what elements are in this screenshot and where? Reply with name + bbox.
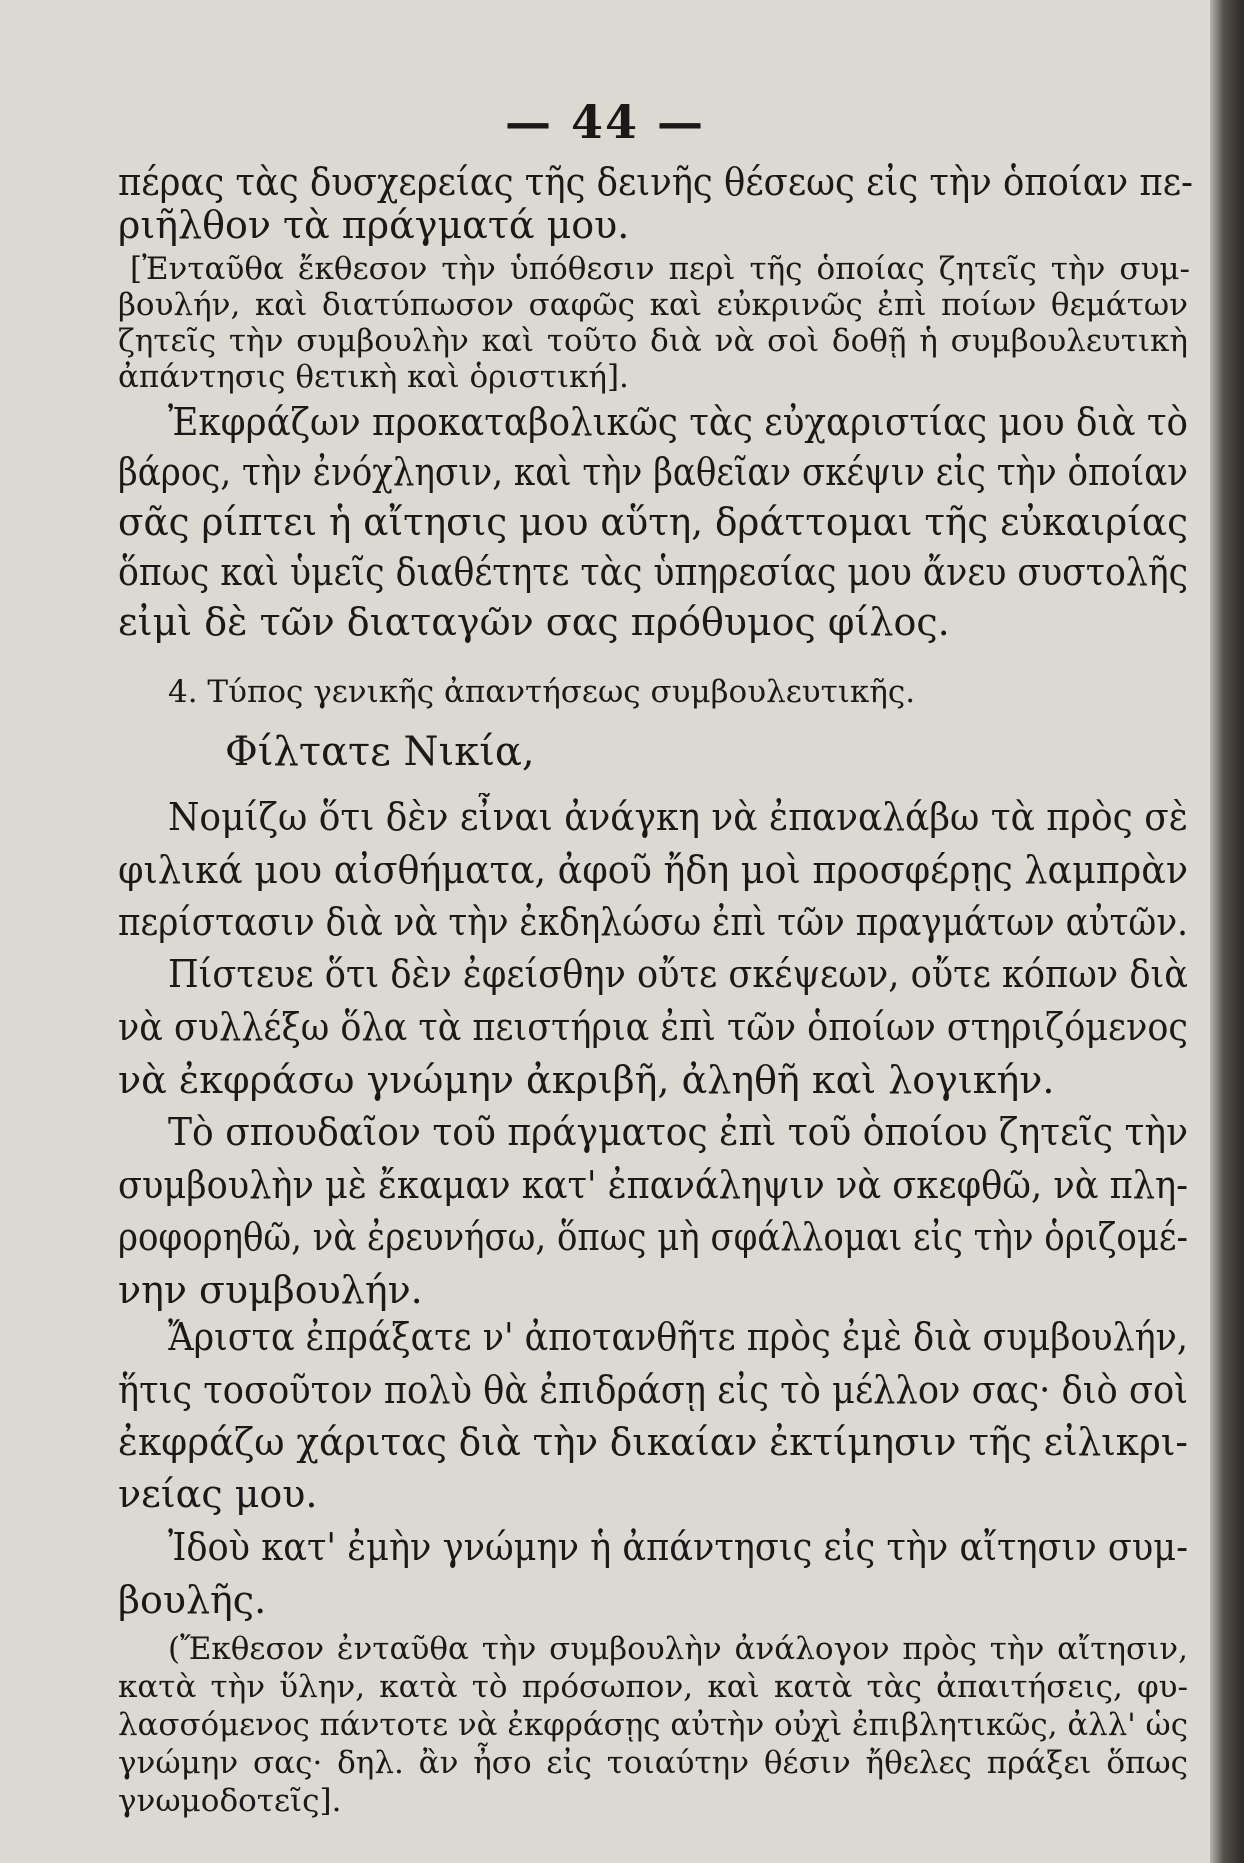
- text-line: νείας μου.: [118, 1472, 318, 1516]
- text-line: λασσόμενος πάντοτε νὰ ἐκφράσῃς αὐτὴν οὐχὶ ἐπιβλητικῶς, ἀλλ' ὡς: [118, 1707, 1188, 1743]
- text-line: Πίστευε ὅτι δὲν ἐφείσθην οὔτε σκέψεων, οὔτε κόπων διὰ: [168, 952, 1188, 996]
- text-line: βουλῆς.: [118, 1578, 267, 1622]
- text-line: βουλήν, καὶ διατύπωσον σαφῶς καὶ εὐκρινῶς ἐπὶ ποίων θεμάτων: [118, 287, 1188, 323]
- text-line: φιλικά μου αἰσθήματα, ἀφοῦ ἤδη μοὶ προσφέρῃς λαμπρὰν: [118, 848, 1188, 892]
- text-line: Ἄριστα ἐπράξατε ν' ἀποτανθῆτε πρὸς ἐμὲ διὰ συμβουλήν,: [168, 1315, 1188, 1359]
- text-line: βάρος, τὴν ἐνόχλησιν, καὶ τὴν βαθεῖαν σκέψιν εἰς τὴν ὁποίαν: [118, 450, 1188, 494]
- text-line: ζητεῖς τὴν συμβουλὴν καὶ τοῦτο διὰ νὰ σοὶ δοθῇ ἡ συμβουλευτικὴ: [118, 323, 1188, 359]
- text-line: γνωμοδοτεῖς].: [118, 1783, 342, 1819]
- text-line: εἰμὶ δὲ τῶν διαταγῶν σας πρόθυμος φίλος.: [118, 600, 950, 644]
- text-line: (Ἔκθεσον ἐνταῦθα τὴν συμβουλὴν ἀνάλογον πρὸς τὴν αἴτησιν,: [168, 1631, 1188, 1667]
- text-line: γνώμην σας· δηλ. ἂν ἦσο εἰς τοιαύτην θέσιν ἤθελες πράξει ὅπως: [118, 1745, 1188, 1781]
- text-line: νην συμβουλήν.: [118, 1268, 423, 1312]
- section-heading: 4. Τύπος γενικῆς ἀπαντήσεως συμβουλευτικῆς.: [168, 674, 916, 710]
- page-number: — 44 —: [504, 95, 706, 149]
- text-line: πέρας τὰς δυσχερείας τῆς δεινῆς θέσεως εἰς τὴν ὁποίαν πε-: [118, 160, 1193, 204]
- text-line: ροφορηθῶ, νὰ ἐρευνήσω, ὅπως μὴ σφάλλομαι εἰς τὴν ὁριζομέ-: [118, 1215, 1188, 1259]
- text-line: Τὸ σπουδαῖον τοῦ πράγματος ἐπὶ τοῦ ὁποίου ζητεῖς τὴν: [168, 1110, 1188, 1154]
- text-line: ἀπάντησις θετικὴ καὶ ὁριστική].: [118, 359, 629, 395]
- text-line: σᾶς ρίπτει ἡ αἴτησις μου αὕτη, δράττομαι τῆς εὐκαιρίας: [118, 500, 1188, 544]
- book-spine-edge: [1210, 0, 1244, 1863]
- text-line: ἐκφράζω χάριτας διὰ τὴν δικαίαν ἐκτίμησιν τῆς εἰλικρι-: [118, 1420, 1188, 1464]
- text-line: Ἐκφράζων προκαταβολικῶς τὰς εὐχαριστίας μου διὰ τὸ: [168, 400, 1188, 444]
- text-line: ριῆλθον τὰ πράγματά μου.: [118, 203, 630, 247]
- text-line: ὅπως καὶ ὑμεῖς διαθέτητε τὰς ὑπηρεσίας μου ἄνευ συστολῆς: [118, 550, 1188, 594]
- text-line: νὰ ἐκφράσω γνώμην ἀκριβῆ, ἀληθῆ καὶ λογικήν.: [118, 1058, 1055, 1102]
- text-line: συμβουλὴν μὲ ἔκαμαν κατ' ἐπανάληψιν νὰ σκεφθῶ, νὰ πλη-: [118, 1163, 1188, 1207]
- text-line: ἥτις τοσοῦτον πολὺ θὰ ἐπιδράσῃ εἰς τὸ μέλλον σας· διὸ σοὶ: [118, 1368, 1188, 1412]
- text-line: [Ἐνταῦθα ἔκθεσον τὴν ὑπόθεσιν περὶ τῆς ὁποίας ζητεῖς τὴν συμ-: [130, 251, 1190, 287]
- text-line: Νομίζω ὅτι δὲν εἶναι ἀνάγκη νὰ ἐπαναλάβω τὰ πρὸς σὲ: [168, 795, 1188, 839]
- text-line: περίστασιν διὰ νὰ τὴν ἐκδηλώσω ἐπὶ τῶν πραγμάτων αὐτῶν.: [118, 900, 1188, 944]
- text-line: νὰ συλλέξω ὅλα τὰ πειστήρια ἐπὶ τῶν ὁποίων στηριζόμενος: [118, 1005, 1188, 1049]
- text-line: κατὰ τὴν ὕλην, κατὰ τὸ πρόσωπον, καὶ κατὰ τὰς ἀπαιτήσεις, φυ-: [118, 1669, 1188, 1705]
- text-line: Ἰδοὺ κατ' ἐμὴν γνώμην ἡ ἀπάντησις εἰς τὴν αἴτησιν συμ-: [168, 1525, 1188, 1569]
- salutation: Φίλτατε Νικία,: [225, 729, 535, 775]
